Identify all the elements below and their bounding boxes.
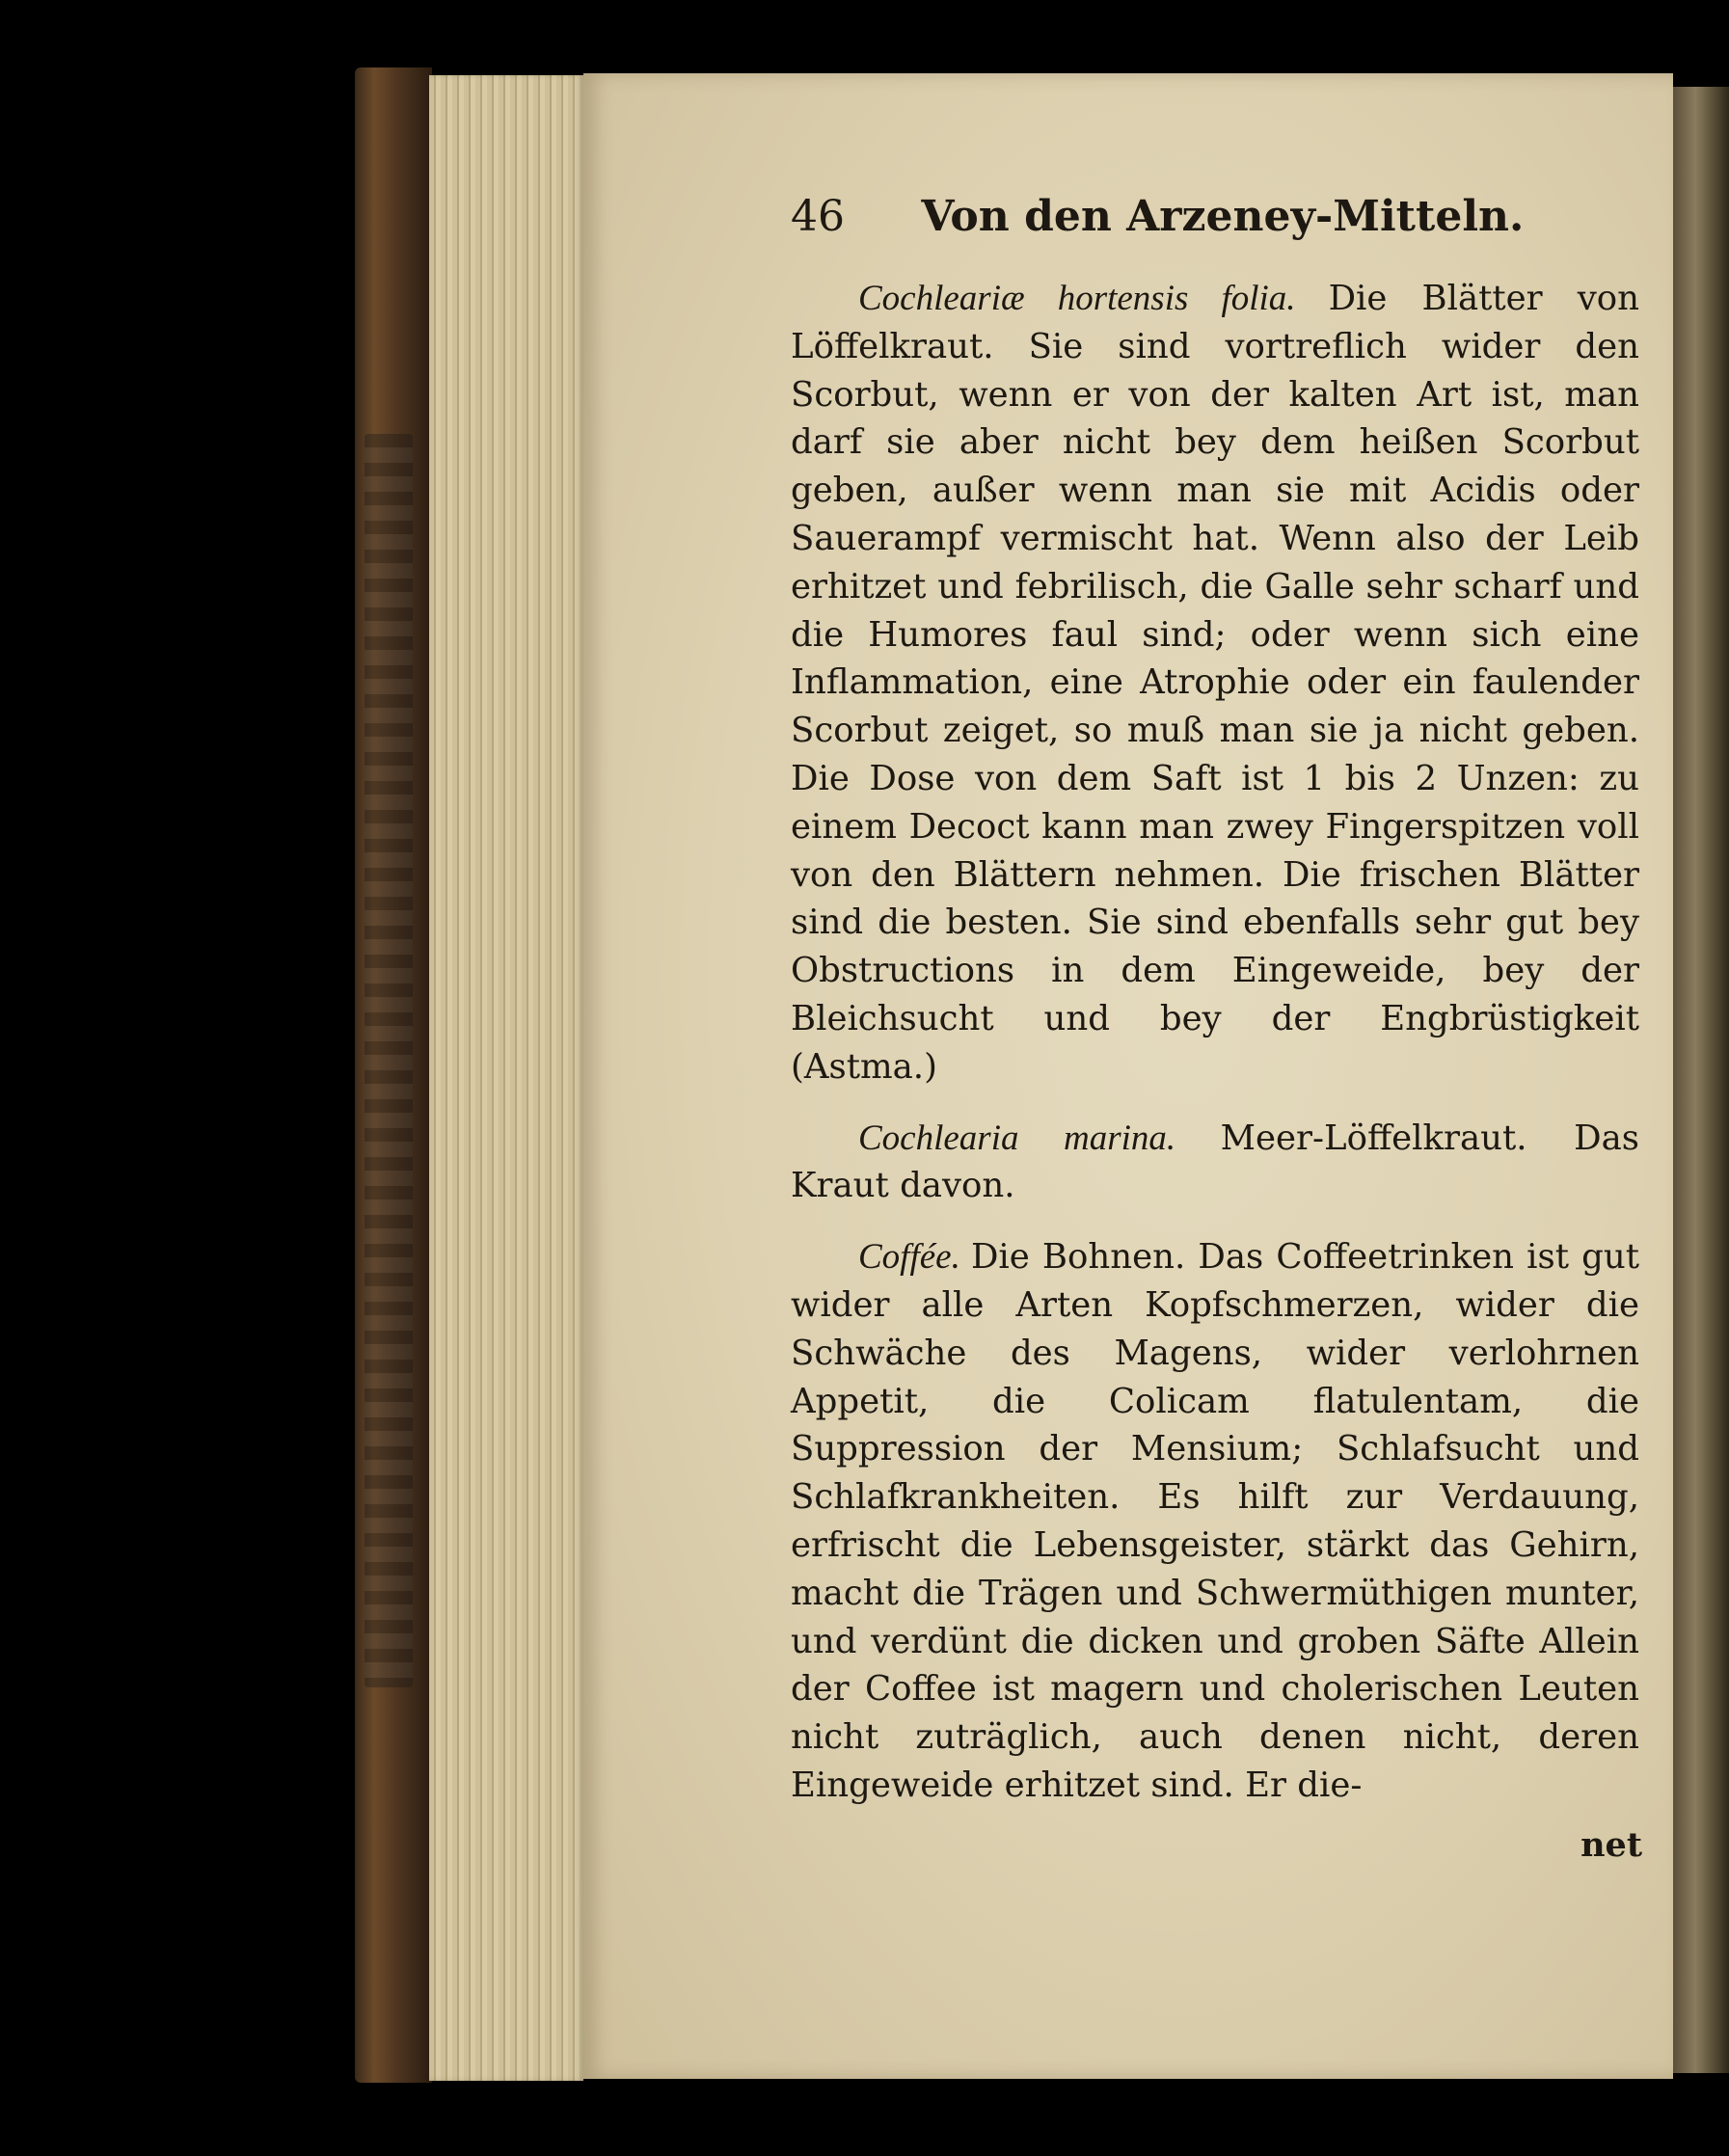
entry-body: Die Blätter von Löffelkraut. Sie sind vortreflich wider den Scorbut, wenn er von der kalten Art ist, man darf sie aber nicht bey dem heißen Scorbut geben, außer wenn man sie mit Acidis oder Sauerampf vermischt hat. Wenn also der Leib erhitzet und febrilisch, die Galle sehr scharf und die Humores faul sind; oder wenn sich eine Inflammation, eine Atrophie oder ein faulender Scorbut zeiget, so muß man sie ja nicht geben. Die Dose von dem Saft ist 1 bis 2 Unzen: zu einem Decoct kann man zwey Fingerspitzen voll von den Blättern nehmen. Die frischen Blätter sind die besten. Sie sind ebenfalls sehr gut bey Obstructions in dem Eingeweide, bey der Bleichsucht und bey der Engbrüstigkeit (Astma.)	[791, 279, 1639, 1087]
entry-body: Die Bohnen. Das Coffeetrinken ist gut wider alle Arten Kopfschmerzen, wider die Schwäche des Magens, wider verlohrnen Appetit, die Colicam flatulentam, die Suppression der Mensium; Schlafsucht und Schlafkrankheiten. Es hilft zur Verdauung, erfrischt die Lebensgeister, stärkt das Gehirn, macht die Trägen und Schwermüthigen munter, und verdünt die dicken und groben Säfte Allein der Coffee ist magern und cholerischen Leuten nicht zuträglich, auch denen nicht, deren Eingeweide erhitzet sind. Er die-	[791, 1237, 1639, 1805]
page-edges	[429, 75, 583, 2081]
entry-term: Cochlearia marina.	[858, 1118, 1221, 1158]
entry-term: Cochleariæ hortensis folia.	[858, 279, 1329, 318]
entry-cochlearia-hortensis	[791, 275, 1639, 1091]
entry-cochlearia-marina	[791, 1115, 1639, 1211]
page-number: 46	[791, 192, 845, 241]
entry-term: Coffée.	[858, 1237, 971, 1278]
page-text	[791, 188, 1639, 1833]
running-header	[791, 188, 1639, 246]
running-title: Von den Arzeney-Mitteln.	[921, 192, 1525, 241]
catchword: net	[1580, 1825, 1642, 1865]
entry-body: Meer-Löffelkraut. Das Kraut davon.	[791, 1118, 1639, 1206]
entry-coffee	[791, 1233, 1639, 1810]
book-gutter	[1673, 87, 1729, 2073]
book-cover	[355, 67, 432, 2083]
